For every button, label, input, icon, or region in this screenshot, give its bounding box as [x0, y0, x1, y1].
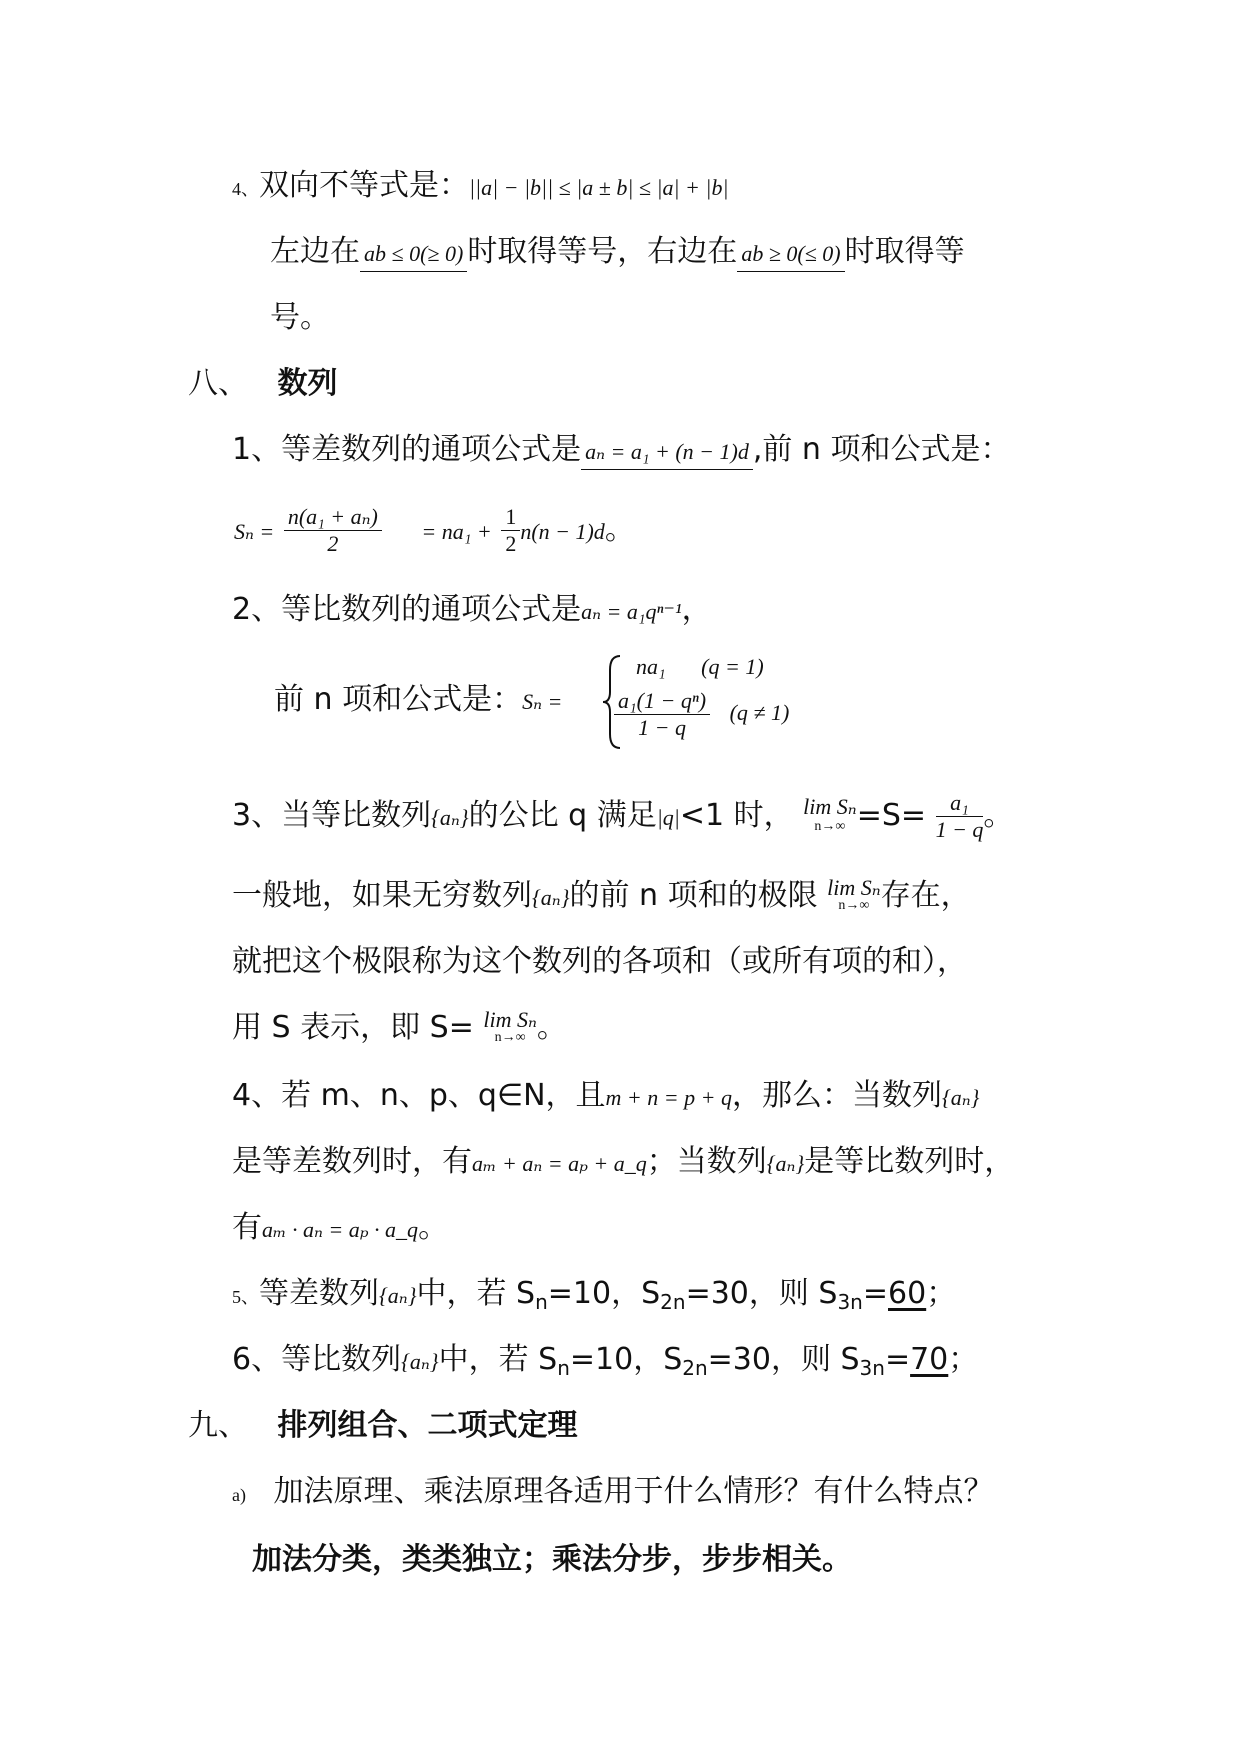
seq3-text-4: =S=	[856, 798, 927, 833]
limit-subscript: n→∞	[814, 818, 846, 834]
inequality-formula: ||a| − |b|| ≤ |a ± b| ≤ |a| + |b|	[469, 175, 729, 200]
case-2-denominator: 1 − q	[638, 715, 686, 740]
subscript: 3n	[837, 1290, 863, 1314]
sequence-set: {aₙ}	[766, 1151, 805, 1176]
seq6-text-2: 中，若 S	[438, 1342, 558, 1377]
seq4-text-3: 是等差数列时，有	[232, 1144, 472, 1179]
section-title: 数列	[277, 366, 338, 401]
period: 。	[536, 1010, 567, 1045]
sum-numerator: n(a₁ + aₙ)	[284, 504, 382, 531]
period: 。	[418, 1210, 449, 1245]
half-fraction	[501, 504, 520, 557]
seq4-text-4: ；当数列	[646, 1144, 767, 1179]
item-text: 双向不等式是：	[259, 168, 469, 203]
half-denominator: 2	[505, 531, 517, 556]
text-continuation: 号。	[270, 300, 330, 335]
condition-left-blank: ab ≤ 0(≥ 0)	[360, 239, 467, 272]
seq3-text-1: 3、当等比数列	[232, 798, 432, 833]
period: 。	[983, 798, 1014, 833]
sub-item-number: a)	[232, 1485, 246, 1505]
limit-term: lim Sₙ	[803, 793, 857, 819]
answer-blank: 70	[910, 1342, 949, 1377]
sum-fraction	[284, 504, 382, 557]
equals: =	[862, 1276, 888, 1311]
answer-text: 加法分类，类类独立；乘法分步，步步相关。	[252, 1542, 852, 1577]
equals: =	[884, 1342, 911, 1377]
limit-term: lim Sₙ	[483, 1006, 537, 1032]
general-text-3: 存在，	[880, 878, 971, 913]
seq5-text-1: 等差数列	[259, 1276, 379, 1311]
general-text-1: 一般地，如果无穷数列	[232, 878, 532, 913]
semicolon: ；	[948, 1342, 979, 1377]
sequence-set: {aₙ}	[401, 1349, 439, 1374]
sum-eq: = na₁ +	[421, 519, 492, 544]
case-2-numerator: a₁(1 − qⁿ)	[614, 688, 710, 715]
case-1-condition: (q = 1)	[701, 654, 764, 679]
seq4-text-2: ，那么：当数列	[731, 1078, 942, 1113]
seq3-text-2: 的公比 q 满足	[468, 798, 657, 833]
geom-general-term: aₙ = a₁qⁿ⁻¹	[581, 599, 682, 624]
limit-expression	[827, 874, 881, 915]
seq6-text-4: =30，则 S	[707, 1342, 860, 1377]
sum-lhs: Sₙ =	[234, 519, 275, 544]
arith-property: aₘ + aₙ = aₚ + a_q	[472, 1151, 647, 1176]
sequence-set: {aₙ}	[941, 1085, 980, 1110]
section-number: 九、	[188, 1408, 248, 1443]
text-right-side: 时取得等号，右边在	[467, 234, 738, 269]
case-2-condition: (q ≠ 1)	[729, 699, 790, 725]
limit-denominator: 1 − q	[935, 817, 984, 842]
sum-tail: n(n − 1)d	[520, 519, 605, 544]
subscript: 2n	[682, 1356, 708, 1380]
limit-fraction	[936, 790, 984, 843]
subscript: 3n	[859, 1356, 885, 1380]
limit-subscript: n→∞	[838, 897, 870, 913]
sequence-set: {aₙ}	[431, 805, 469, 830]
geom-sum-label: 前 n 项和公式是：	[274, 682, 523, 717]
geom-sum-lhs: Sₙ =	[522, 689, 563, 714]
seq6-text-3: =10，S	[569, 1342, 683, 1377]
arith-general-label: 1、等差数列的通项公式是	[232, 432, 582, 467]
seq5-text-4: =30，则 S	[685, 1276, 838, 1311]
limit-expression	[803, 793, 857, 837]
answer-blank: 60	[888, 1276, 927, 1311]
sequence-set: {aₙ}	[379, 1283, 417, 1308]
limit-subscript: n→∞	[494, 1029, 526, 1045]
geom-general-label: 2、等比数列的通项公式是	[232, 592, 582, 627]
subscript: 2n	[660, 1290, 686, 1314]
item-number: 4、	[232, 179, 259, 199]
text-left-side: 左边在	[270, 234, 360, 269]
question-text: 加法原理、乘法原理各适用于什么情形？有什么特点？	[273, 1474, 994, 1509]
index-condition: m + n = p + q	[605, 1085, 732, 1110]
limit-expression	[483, 1006, 537, 1047]
section-number: 八、	[188, 366, 248, 401]
seq4-text-6: 有	[232, 1210, 262, 1245]
abs-q: |q|	[656, 805, 680, 830]
item-number: 5、	[232, 1287, 259, 1307]
seq4-text-1: 4、若 m、n、p、q∈N，且	[232, 1078, 606, 1113]
comma: ，	[681, 592, 712, 627]
condition-right-blank: ab ≥ 0(≤ 0)	[737, 239, 844, 272]
seq6-text-1: 6、等比数列	[232, 1342, 402, 1377]
general-line-2: 就把这个极限称为这个数列的各项和（或所有项的和），	[232, 944, 967, 979]
period: 。	[604, 512, 635, 547]
arith-sum-label: ,前 n 项和公式是：	[752, 432, 1011, 467]
section-title: 排列组合、二项式定理	[277, 1408, 578, 1443]
arith-general-term: aₙ = a₁ + (n − 1)d	[581, 437, 753, 470]
half-numerator: 1	[501, 504, 520, 531]
limit-numerator: a₁	[936, 790, 984, 817]
general-text-2: 的前 n 项和的极限	[569, 878, 818, 913]
sequence-set: {aₙ}	[532, 885, 570, 910]
subscript: n	[535, 1290, 548, 1314]
general-text-4: 用 S 表示，即 S=	[232, 1010, 474, 1045]
sum-denominator: 2	[327, 531, 339, 556]
subscript: n	[557, 1356, 570, 1380]
text-equal-sign: 时取得等	[844, 234, 965, 269]
semicolon: ；	[926, 1276, 957, 1311]
seq5-text-3: =10，S	[547, 1276, 661, 1311]
seq4-text-5: 是等比数列时，	[804, 1144, 1015, 1179]
seq5-text-2: 中，若 S	[416, 1276, 536, 1311]
seq3-text-3: <1 时，	[679, 798, 794, 833]
limit-term: lim Sₙ	[827, 874, 881, 900]
case-2-fraction	[614, 688, 710, 741]
geom-property: aₘ · aₙ = aₚ · a_q	[262, 1217, 419, 1242]
case-1: na₁	[636, 654, 666, 679]
